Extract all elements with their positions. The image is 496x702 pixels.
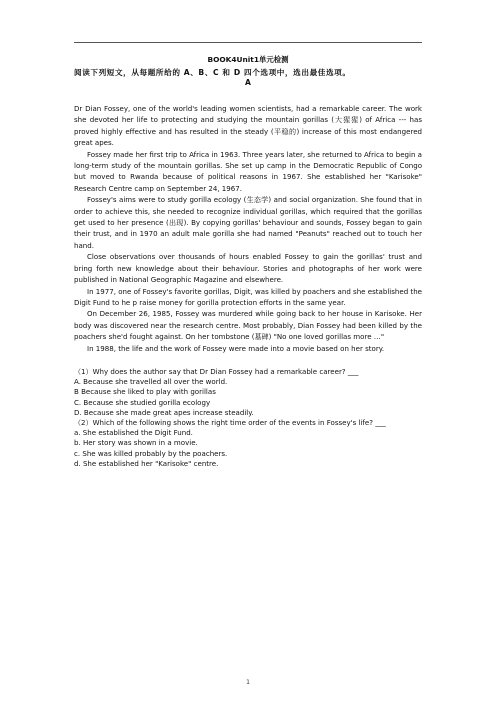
header-rule	[74, 42, 422, 43]
question-1	[74, 367, 422, 418]
answer-option: d. She established her "Karisoke" centre.	[74, 458, 219, 468]
instruction-text: 阅读下列短文，从每题所给的 A、B、C 和 D 四个选项中，选出最佳选项。	[74, 68, 351, 77]
passage-paragraph: On December 26, 1985, Fossey was murdered while going back to her house in Karisoke. Her body was discovered near the research centre. Most probably, Dian Fossey had been killed by the poachers she'd fought against. On her tombstone (墓碑) "No one loved gorillas more …"	[74, 309, 422, 342]
question-2	[74, 418, 422, 469]
passage-paragraph: In 1977, one of Fossey's favorite gorillas, Digit, was killed by poachers and she established the Digit Fund to he p raise money for gorilla protection efforts in the same year.	[74, 286, 422, 307]
answer-option: B Because she liked to play with gorillas	[74, 387, 216, 397]
answer-option: A. Because she travelled all over the world.	[74, 377, 228, 387]
answer-option: c. She was killed probably by the poachers.	[74, 448, 228, 458]
section-label: A	[245, 78, 251, 87]
passage-paragraph: Dr Dian Fossey, one of the world's leading women scientists, had a remarkable career. The work she devoted her life to protecting and studying the mountain gorillas (大猩猩) of Africa --- has proved highly effective and has resulted in the steady (平稳的) increase of this most endangered great apes.	[74, 104, 422, 148]
passage-paragraph: Close observations over thousands of hours enabled Fossey to gain the gorillas' trust and bring forth new knowledge about their behaviour. Stories and photographs of her work were published in National Geographic Magazine and elsewhere.	[74, 252, 422, 285]
question-stem: （1）Why does the author say that Dr Dian Fossey had a remarkable career? ___	[74, 366, 359, 376]
answer-option: b. Her story was shown in a movie.	[74, 438, 198, 448]
passage-paragraph: Fossey made her first trip to Africa in 1963. Three years later, she returned to Africa to begin a long-term study of the mountain gorillas. She set up camp in the Democratic Republic of Congo but moved to Rwanda because of political reasons in 1967. She established her "Karisoke" Research Centre camp on September 24, 1967.	[74, 149, 422, 193]
page-number: 1	[246, 679, 250, 686]
passage-paragraph: Fossey's aims were to study gorilla ecology (生态学) and social organization. She found that in order to achieve this, she needed to recognize individual gorillas, which required that the gorillas get used to her presence (出现). By copying gorillas' behaviour and sounds, Fossey began to gain their trust, and in 1970 an adult male gorilla she had named "Peanuts" reached out to touch her hand.	[74, 195, 422, 250]
answer-option: C. Because she studied gorilla ecology	[74, 397, 211, 407]
question-stem: （2）Which of the following shows the right time order of the events in Fossey's life? ___	[74, 417, 386, 427]
answer-option: D. Because she made great apes increase steadily.	[74, 407, 254, 417]
passage-paragraph: In 1988, the life and the work of Fossey were made into a movie based on her story.	[87, 343, 385, 353]
document-title: BOOK4Unit1单元检测	[207, 55, 289, 64]
document-body	[74, 55, 422, 469]
answer-option: a. She established the Digit Fund.	[74, 428, 193, 438]
